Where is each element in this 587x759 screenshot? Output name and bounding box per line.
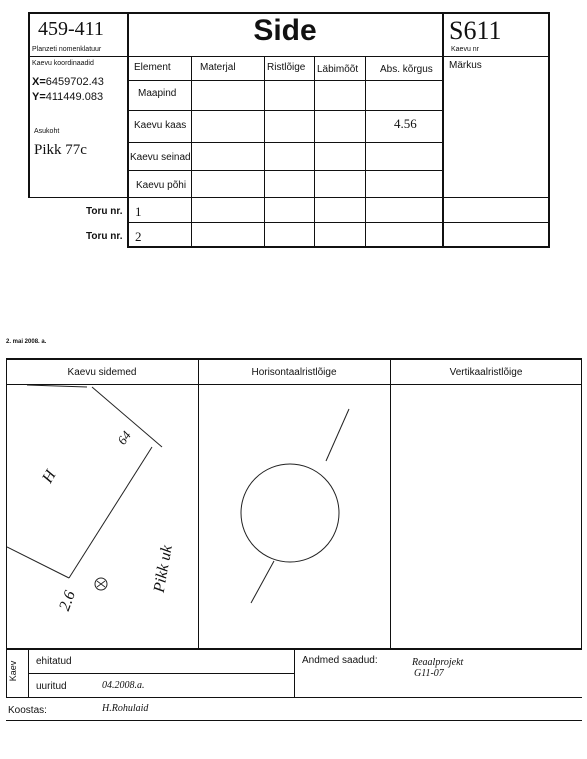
header-cross-section: Ristlõige <box>267 62 306 73</box>
coordinates-label: Kaevu koordinaadid <box>32 60 94 67</box>
plan-number: 459-411 <box>38 18 104 40</box>
well-id-label: Kaevu nr <box>451 46 480 53</box>
row-label-cover: Kaevu kaas <box>134 120 187 131</box>
header-diameter: Läbimõõt <box>317 64 359 75</box>
header-material: Materjal <box>200 62 236 73</box>
date-note: 2. mai 2008. a. <box>6 339 47 345</box>
data-source-label: Andmed saadud: <box>302 655 378 666</box>
header-connections: Kaevu sidemed <box>67 367 137 378</box>
surveyed-label: uuritud <box>36 681 67 692</box>
annotation-pikk: Pikk uk <box>150 544 176 594</box>
data-source-value-2: G11-07 <box>414 668 444 679</box>
annotation-depth: 2.6 <box>56 588 79 614</box>
built-label: ehitatud <box>36 656 72 667</box>
header-element: Element <box>134 62 171 73</box>
row-label-walls: Kaevu seinad <box>130 152 191 163</box>
location-label: Asukoht <box>34 128 60 135</box>
location-value: Pikk 77c <box>34 142 87 158</box>
compiled-value: H.Rohulaid <box>102 703 149 714</box>
cover-abs-height: 4.56 <box>394 116 417 131</box>
form-title: Side <box>253 14 317 47</box>
row-label-bottom: Kaevu põhi <box>136 180 187 191</box>
pipe-label-1: Toru nr. <box>86 206 123 217</box>
header-remarks: Märkus <box>449 60 482 71</box>
pipe-number-1: 1 <box>135 204 142 219</box>
header-horizontal-section: Horisontaalristlõige <box>251 367 337 378</box>
annotation-h: H <box>39 467 60 487</box>
header-abs-height: Abs. kõrgus <box>380 64 433 75</box>
pipe-number-2: 2 <box>135 229 142 244</box>
plan-number-label: Planzeti nomenklatuur <box>32 46 102 53</box>
compiled-label: Koostas: <box>8 705 47 716</box>
header-vertical-section: Vertikaalristlõige <box>449 367 523 378</box>
horizontal-section-sketch <box>199 385 389 647</box>
row-label-ground: Maapind <box>138 88 177 99</box>
surveyed-value: 04.2008.a. <box>102 680 145 691</box>
connections-sketch <box>7 385 197 647</box>
annotation-64: 64 <box>114 428 134 448</box>
y-value: 411449.083 <box>45 91 104 103</box>
y-coordinate <box>32 91 103 103</box>
x-label: X= <box>32 76 46 88</box>
data-source-value-1: Reaalprojekt <box>412 657 464 668</box>
x-coordinate <box>32 76 104 88</box>
y-label: Y= <box>32 91 46 103</box>
pipe-label-2: Toru nr. <box>86 231 123 242</box>
well-id: S611 <box>449 16 502 45</box>
x-value: 6459702.43 <box>45 76 104 88</box>
side-label-kaev: Kaev <box>8 660 18 682</box>
